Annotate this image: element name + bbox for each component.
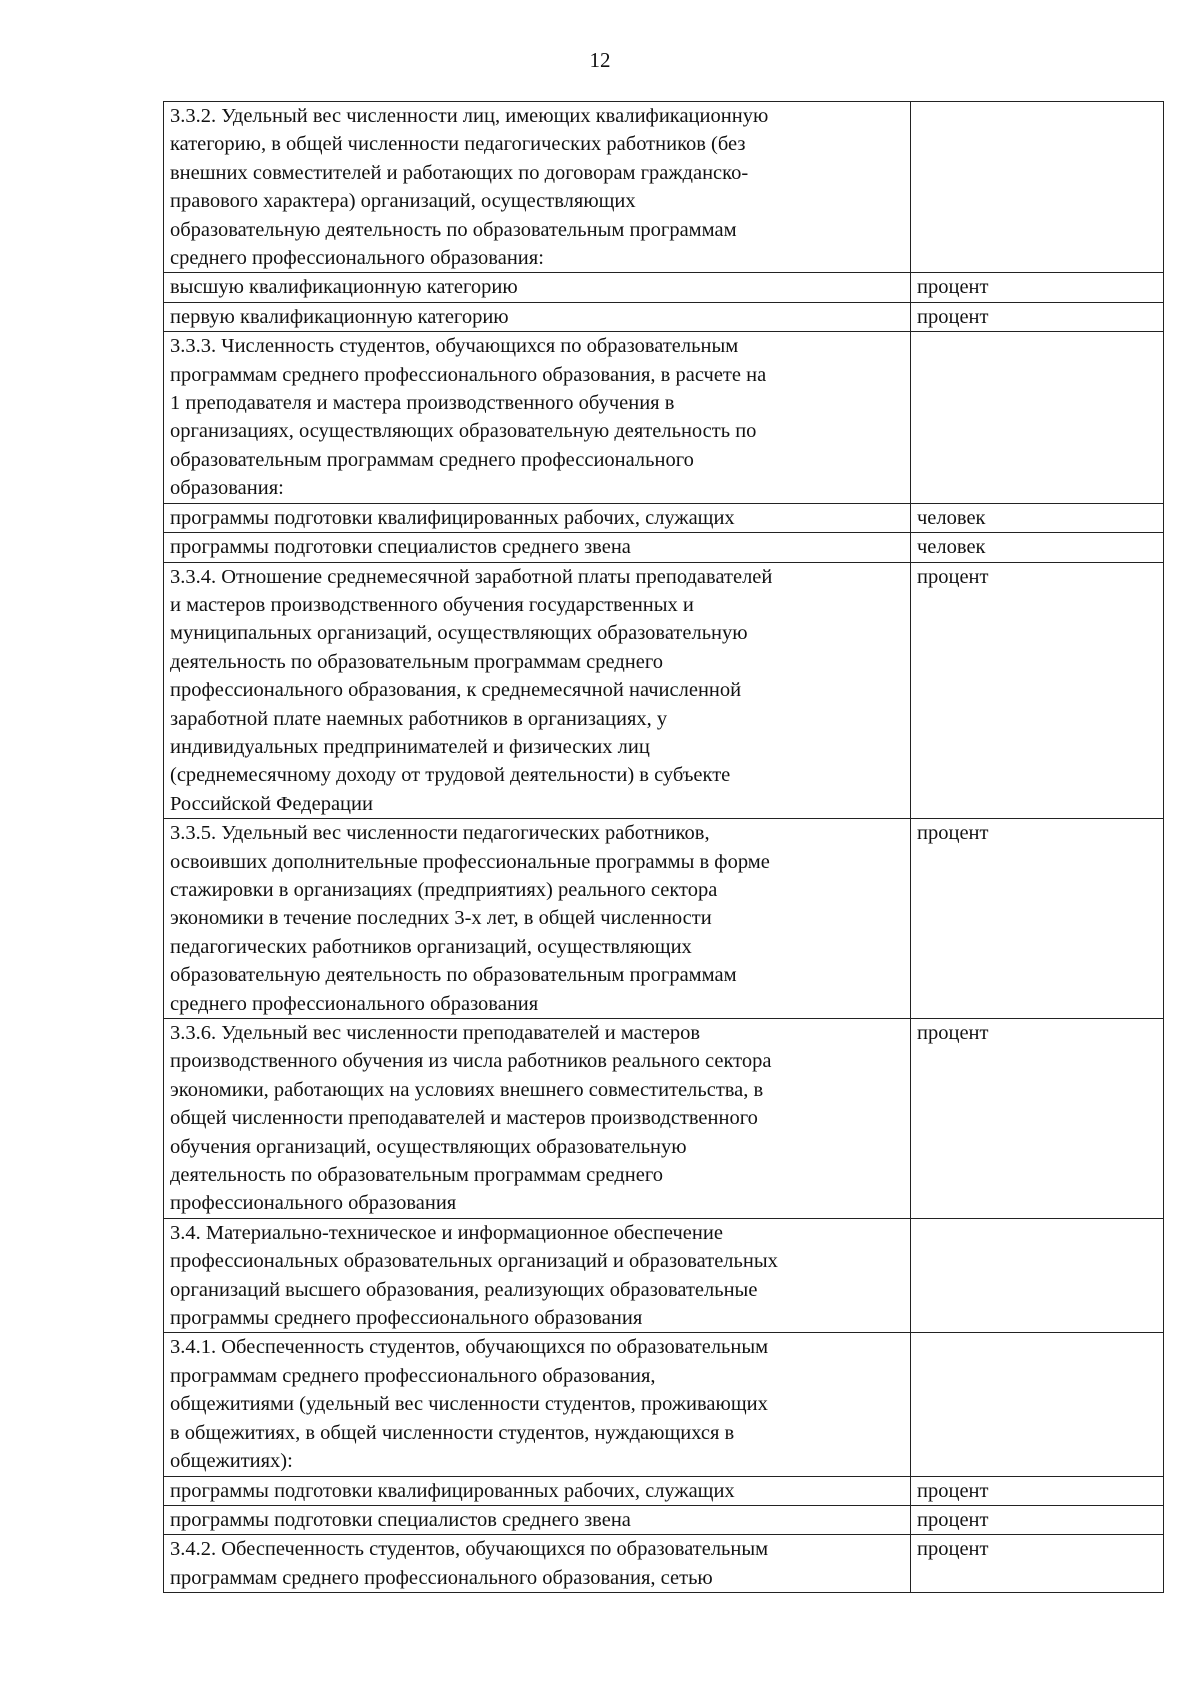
table-row: [164, 819, 1164, 1019]
unit-cell: процент: [911, 1476, 1164, 1505]
unit-cell: процент: [911, 1505, 1164, 1534]
indicator-text: 3.4.2. Обеспеченность студентов, обучающихся по образовательным программам среднего профессионального образования, сетью: [170, 1538, 769, 1589]
table-row: [164, 102, 1164, 273]
unit-cell: [911, 1218, 1164, 1333]
indicator-cell: [164, 562, 911, 819]
indicator-cell: [164, 1333, 911, 1476]
indicator-cell: [164, 102, 911, 273]
unit-cell: процент: [911, 1019, 1164, 1219]
indicator-text: программы подготовки специалистов среднего звена: [170, 536, 631, 559]
indicator-cell: [164, 1535, 911, 1593]
unit-cell: человек: [911, 503, 1164, 532]
indicator-text: программы подготовки специалистов среднего звена: [170, 1508, 631, 1531]
unit-cell: процент: [911, 273, 1164, 302]
table-row: [164, 1505, 1164, 1534]
table-row: [164, 332, 1164, 503]
indicator-text: высшую квалификационную категорию: [170, 276, 518, 299]
unit-cell: процент: [911, 1535, 1164, 1593]
indicator-text: 3.3.4. Отношение среднемесячной заработной платы преподавателей и мастеров производственного обучения государственных и муниципальных организаций, осуществляющих образовательную деятельность по образовательным программам среднего профессионального образования, к среднемесячной начисленной заработной плате наемных работников в организациях, у индивидуальных предпринимателей и физических лиц (среднемесячному доходу от трудовой деятельности) в субъекте Российской Федерации: [170, 565, 773, 815]
indicator-cell: [164, 1476, 911, 1505]
indicator-cell: [164, 503, 911, 532]
indicator-text: 3.4.1. Обеспеченность студентов, обучающихся по образовательным программам среднего профессионального образования, общежитиями (удельный вес численности студентов, проживающих в общежитиях, в общей численности студентов, нуждающихся в общежитиях):: [170, 1336, 769, 1473]
indicator-cell: [164, 1019, 911, 1219]
table-row: [164, 562, 1164, 819]
table-row: [164, 1019, 1164, 1219]
indicator-text: 3.3.3. Численность студентов, обучающихся по образовательным программам среднего профессионального образования, в расчете на 1 преподавателя и мастера производственного обучения в организациях, осуществляющих образовательную деятельность по образовательным программам среднего профессионального образования:: [170, 335, 767, 500]
unit-cell: человек: [911, 533, 1164, 562]
table-row: [164, 1476, 1164, 1505]
table-row: [164, 273, 1164, 302]
page-number: 12: [589, 48, 611, 72]
unit-cell: [911, 1333, 1164, 1476]
indicator-text: программы подготовки квалифицированных рабочих, служащих: [170, 1479, 735, 1502]
table-row: [164, 533, 1164, 562]
unit-cell: [911, 102, 1164, 273]
indicator-cell: [164, 819, 911, 1019]
table-row: [164, 503, 1164, 532]
indicator-cell: [164, 273, 911, 302]
indicator-cell: [164, 1218, 911, 1333]
table-row: [164, 1333, 1164, 1476]
unit-cell: процент: [911, 302, 1164, 331]
indicator-text: программы подготовки квалифицированных рабочих, служащих: [170, 506, 735, 529]
table-row: [164, 1218, 1164, 1333]
indicator-cell: [164, 302, 911, 331]
indicators-table: [163, 101, 1164, 1593]
indicator-text: 3.4. Материально-техническое и информационное обеспечение профессиональных образовательных организаций и образовательных организаций высшего образования, реализующих образовательные программы среднего профессионального образования: [170, 1221, 778, 1330]
indicator-text: 3.3.5. Удельный вес численности педагогических работников, освоивших дополнительные профессиональные программы в форме стажировки в организациях (предприятиях) реального сектора экономики в течение последних 3-х лет, в общей численности педагогических работников организаций, осуществляющих образовательную деятельность по образовательным программам среднего профессионального образования: [170, 822, 770, 1015]
indicator-cell: [164, 332, 911, 503]
unit-cell: процент: [911, 562, 1164, 819]
table-row: [164, 302, 1164, 331]
indicator-text: первую квалификационную категорию: [170, 305, 509, 328]
indicator-text: 3.3.2. Удельный вес численности лиц, имеющих квалификационную категорию, в общей численности педагогических работников (без внешних совместителей и работающих по договорам гражданско- правового характера) организаций, осуществляющих образовательную деятельность по образовательным программам среднего профессионального образования:: [170, 105, 769, 270]
unit-cell: процент: [911, 819, 1164, 1019]
indicator-cell: [164, 1505, 911, 1534]
indicator-cell: [164, 533, 911, 562]
unit-cell: [911, 332, 1164, 503]
table-row: [164, 1535, 1164, 1593]
indicator-text: 3.3.6. Удельный вес численности преподавателей и мастеров производственного обучения из числа работников реального сектора экономики, работающих на условиях внешнего совместительства, в общей численности преподавателей и мастеров производственного обучения организаций, осуществляющих образовательную деятельность по образовательным программам среднего профессионального образования: [170, 1022, 772, 1215]
